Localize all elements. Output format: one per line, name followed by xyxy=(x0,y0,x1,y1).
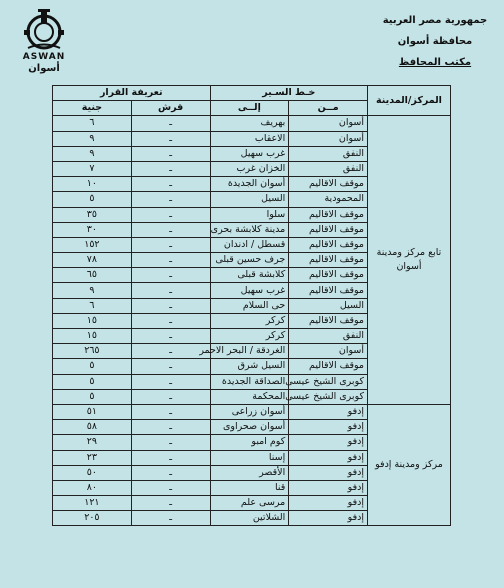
header-center: المركز/المدينة xyxy=(368,86,451,116)
to-cell: الغردقة / البحر الاحمر xyxy=(210,344,289,359)
qirsh-cell: ـ xyxy=(131,435,210,450)
pound-cell: ١٥ xyxy=(53,313,132,328)
to-cell: كركر xyxy=(210,313,289,328)
qirsh-cell: ـ xyxy=(131,283,210,298)
from-cell: السيل xyxy=(289,298,368,313)
pound-cell: ٥ xyxy=(53,192,132,207)
pound-cell: ٦ xyxy=(53,298,132,313)
pound-cell: ٢٦٥ xyxy=(53,344,132,359)
from-cell: إدفو xyxy=(289,450,368,465)
header-qirsh: قرش xyxy=(131,101,210,116)
to-cell: أسوان زراعى xyxy=(210,404,289,419)
to-cell: مرسى علم xyxy=(210,496,289,511)
to-cell: الاعقاب xyxy=(210,131,289,146)
qirsh-cell: ـ xyxy=(131,222,210,237)
table-body xyxy=(53,116,451,526)
to-cell: كركر xyxy=(210,329,289,344)
to-cell: قسطل / ادندان xyxy=(210,237,289,252)
pound-cell: ٢٩ xyxy=(53,435,132,450)
qirsh-cell: ـ xyxy=(131,161,210,176)
to-cell: كلابشة قبلى xyxy=(210,268,289,283)
from-cell: موقف الاقاليم xyxy=(289,222,368,237)
qirsh-cell: ـ xyxy=(131,116,210,131)
to-cell: أسوان صحراوى xyxy=(210,420,289,435)
pound-cell: ٥ xyxy=(53,374,132,389)
to-cell: حى السلام xyxy=(210,298,289,313)
pound-cell: ٨٠ xyxy=(53,480,132,495)
logo-text-en: ASWAN xyxy=(22,52,66,62)
to-cell: جرف حسين قبلى xyxy=(210,253,289,268)
qirsh-cell: ـ xyxy=(131,268,210,283)
from-cell: كوبرى الشيخ عيسى xyxy=(289,374,368,389)
from-cell: أسوان xyxy=(289,344,368,359)
logo-text-ar: أسوان xyxy=(28,63,60,74)
qirsh-cell: ـ xyxy=(131,420,210,435)
from-cell: المحمودية xyxy=(289,192,368,207)
from-cell: إدفو xyxy=(289,404,368,419)
to-cell: قنا xyxy=(210,480,289,495)
pound-cell: ٥ xyxy=(53,389,132,404)
governorate-name: محافظة أسوان xyxy=(397,36,473,47)
from-cell: موقف الاقاليم xyxy=(289,237,368,252)
document-header xyxy=(0,0,504,82)
qirsh-cell: ـ xyxy=(131,207,210,222)
to-cell: مدينة كلابشة بحرى xyxy=(210,222,289,237)
from-cell: كوبرى الشيخ عيسى xyxy=(289,389,368,404)
aswan-logo xyxy=(14,8,74,76)
qirsh-cell: ـ xyxy=(131,237,210,252)
pound-cell: ٧٨ xyxy=(53,253,132,268)
to-cell: غرب سهيل xyxy=(210,283,289,298)
from-cell: إدفو xyxy=(289,480,368,495)
qirsh-cell: ـ xyxy=(131,177,210,192)
qirsh-cell: ـ xyxy=(131,146,210,161)
pound-cell: ٣٠ xyxy=(53,222,132,237)
qirsh-cell: ـ xyxy=(131,450,210,465)
pound-cell: ٢٠٥ xyxy=(53,511,132,526)
to-cell: الصداقة الجديدة xyxy=(210,374,289,389)
pound-cell: ٩ xyxy=(53,283,132,298)
qirsh-cell: ـ xyxy=(131,389,210,404)
country-name: جمهورية مصر العربية xyxy=(382,15,488,26)
qirsh-cell: ـ xyxy=(131,131,210,146)
qirsh-cell: ـ xyxy=(131,480,210,495)
qirsh-cell: ـ xyxy=(131,404,210,419)
qirsh-cell: ـ xyxy=(131,329,210,344)
to-cell: الشلاتين xyxy=(210,511,289,526)
pound-cell: ٢٣ xyxy=(53,450,132,465)
to-cell: بهريف xyxy=(210,116,289,131)
pound-cell: ٧ xyxy=(53,161,132,176)
center-cell: مركز ومدينة إدفو xyxy=(368,404,451,526)
pound-cell: ٥ xyxy=(53,359,132,374)
qirsh-cell: ـ xyxy=(131,298,210,313)
pound-cell: ١٥٢ xyxy=(53,237,132,252)
from-cell: موقف الاقاليم xyxy=(289,313,368,328)
from-cell: موقف الاقاليم xyxy=(289,177,368,192)
from-cell: النفق xyxy=(289,329,368,344)
pound-cell: ٦٥ xyxy=(53,268,132,283)
qirsh-cell: ـ xyxy=(131,313,210,328)
from-cell: إدفو xyxy=(289,465,368,480)
from-cell: موقف الاقاليم xyxy=(289,268,368,283)
header-to: إلــى xyxy=(210,101,289,116)
table-row xyxy=(53,116,451,131)
from-cell: موقف الاقاليم xyxy=(289,207,368,222)
qirsh-cell: ـ xyxy=(131,344,210,359)
from-cell: النفق xyxy=(289,146,368,161)
to-cell: الأقصر xyxy=(210,465,289,480)
from-cell: إدفو xyxy=(289,435,368,450)
from-cell: موقف الاقاليم xyxy=(289,359,368,374)
to-cell: غرب سهيل xyxy=(210,146,289,161)
to-cell: السيل شرق xyxy=(210,359,289,374)
from-cell: إدفو xyxy=(289,420,368,435)
aswan-emblem-icon xyxy=(14,8,74,52)
qirsh-cell: ـ xyxy=(131,465,210,480)
pound-cell: ٥١ xyxy=(53,404,132,419)
from-cell: إدفو xyxy=(289,496,368,511)
office-name: مكتب المحافظ xyxy=(398,57,472,68)
pound-cell: ٦ xyxy=(53,116,132,131)
pound-cell: ٥٨ xyxy=(53,420,132,435)
qirsh-cell: ـ xyxy=(131,374,210,389)
pound-cell: ٥٠ xyxy=(53,465,132,480)
header-route: خـط السـير xyxy=(210,86,368,101)
from-cell: موقف الاقاليم xyxy=(289,253,368,268)
header-from: مــن xyxy=(289,101,368,116)
pound-cell: ٩ xyxy=(53,146,132,161)
pound-cell: ١٥ xyxy=(53,329,132,344)
qirsh-cell: ـ xyxy=(131,496,210,511)
from-cell: النفق xyxy=(289,161,368,176)
to-cell: الخزان غرب xyxy=(210,161,289,176)
from-cell: أسوان xyxy=(289,131,368,146)
qirsh-cell: ـ xyxy=(131,253,210,268)
pound-cell: ٣٥ xyxy=(53,207,132,222)
from-cell: إدفو xyxy=(289,511,368,526)
to-cell: المحكمة xyxy=(210,389,289,404)
qirsh-cell: ـ xyxy=(131,511,210,526)
to-cell: أسوان الجديدة xyxy=(210,177,289,192)
header-fare: تعريفة القرار xyxy=(53,86,211,101)
header-pound: جنية xyxy=(53,101,132,116)
pound-cell: ١٠ xyxy=(53,177,132,192)
from-cell: أسوان xyxy=(289,116,368,131)
to-cell: السيل xyxy=(210,192,289,207)
pound-cell: ٩ xyxy=(53,131,132,146)
qirsh-cell: ـ xyxy=(131,192,210,207)
fare-table xyxy=(52,85,451,526)
pound-cell: ١٢١ xyxy=(53,496,132,511)
from-cell: موقف الاقاليم xyxy=(289,283,368,298)
table-row xyxy=(53,404,451,419)
to-cell: سلوا xyxy=(210,207,289,222)
to-cell: إسنا xyxy=(210,450,289,465)
qirsh-cell: ـ xyxy=(131,359,210,374)
center-cell: تابع مركز ومدينة أسوان xyxy=(368,116,451,405)
letterhead xyxy=(380,10,490,73)
to-cell: كوم امبو xyxy=(210,435,289,450)
table-header-row xyxy=(53,86,451,101)
